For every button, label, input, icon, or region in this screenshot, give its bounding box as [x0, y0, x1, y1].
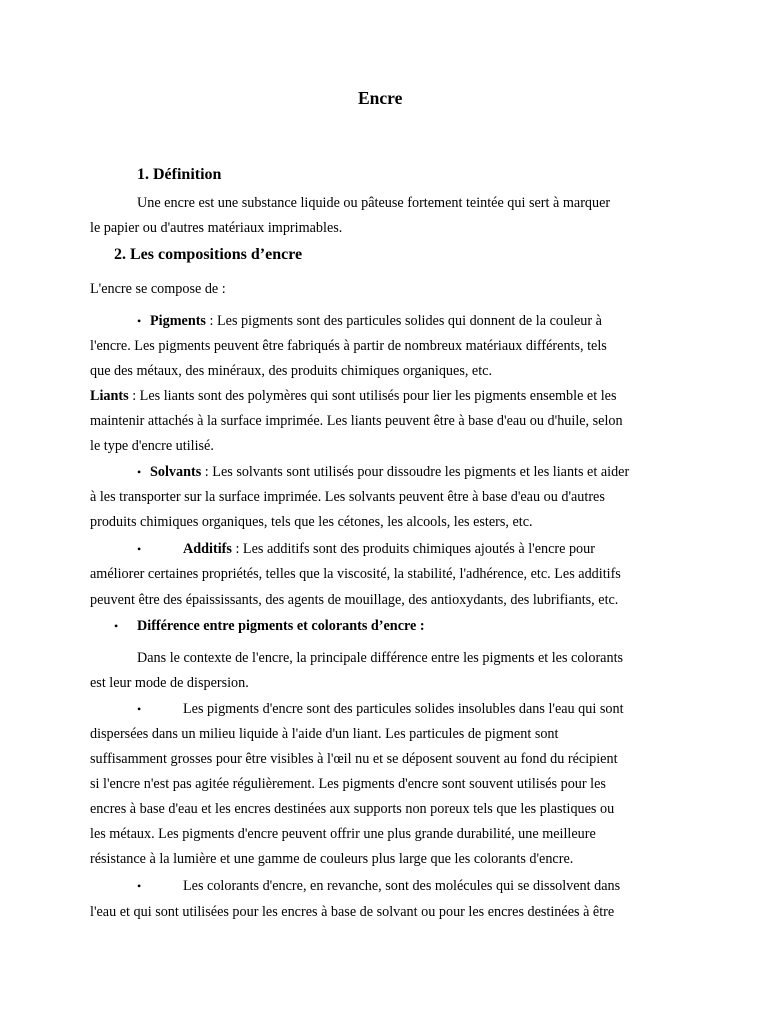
term-label: Pigments [150, 313, 206, 329]
paragraph-line: améliorer certaines propriétés, telles que la viscosité, la stabilité, l'adhérence, etc. Les additifs [90, 566, 621, 582]
list-item-liants [90, 388, 616, 404]
paragraph-line: à les transporter sur la surface imprimée. Les solvants peuvent être à base d'eau ou d'autres [90, 489, 605, 505]
list-item-additifs [183, 541, 595, 557]
paragraph-line: l'encre. Les pigments peuvent être fabriqués à partir de nombreux matériaux différents, tels [90, 338, 607, 354]
bullet-dot: • [114, 619, 119, 633]
term-text: : Les liants sont des polymères qui sont utilisés pour lier les pigments ensemble et les [128, 388, 617, 404]
bullet-dot: • [137, 314, 142, 328]
bullet-dot: • [137, 702, 142, 716]
paragraph-line: résistance à la lumière et une gamme de couleurs plus large que les colorants d'encre. [90, 851, 574, 867]
paragraph-line: Les colorants d'encre, en revanche, sont des molécules qui se dissolvent dans [183, 878, 621, 894]
paragraph-line: maintenir attachés à la surface imprimée. Les liants peuvent être à base d'eau ou d'huile, selon [90, 413, 623, 429]
difference-heading: Différence entre pigments et colorants d’encre : [137, 618, 425, 634]
section-1-heading: 1. Définition [137, 166, 222, 183]
paragraph-line: Une encre est une substance liquide ou pâteuse fortement teintée qui sert à marquer [137, 195, 611, 211]
paragraph-line: suffisamment grosses pour être visibles à l'œil nu et se déposent souvent au fond du récipient [90, 751, 618, 767]
paragraph-line: encres à base d'eau et les encres destinées aux supports non poreux tels que les plastiques ou [90, 801, 615, 817]
paragraph-line: le papier ou d'autres matériaux imprimables. [90, 220, 343, 236]
paragraph-line: peuvent être des épaississants, des agents de mouillage, des antioxydants, des lubrifiants, etc. [90, 592, 619, 608]
list-item-solvants [150, 464, 629, 480]
paragraph-line: le type d'encre utilisé. [90, 438, 214, 454]
list-item-pigments [150, 313, 602, 329]
paragraph-line: L'encre se compose de : [90, 281, 226, 297]
paragraph-line: est leur mode de dispersion. [90, 675, 249, 691]
bullet-dot: • [137, 542, 142, 556]
term-label: Solvants [150, 464, 202, 480]
term-text: : Les pigments sont des particules solides qui donnent de la couleur à [205, 313, 602, 329]
paragraph-line: produits chimiques organiques, tels que les cétones, les alcools, les esters, etc. [90, 514, 533, 530]
page-title: Encre [358, 88, 403, 108]
term-label: Additifs [183, 541, 232, 557]
paragraph-line: Dans le contexte de l'encre, la principale différence entre les pigments et les colorants [137, 650, 624, 666]
paragraph-line: l'eau et qui sont utilisées pour les encres à base de solvant ou pour les encres destinées à être [90, 904, 615, 920]
section-2-heading: 2. Les compositions d’encre [114, 246, 303, 263]
paragraph-line: les métaux. Les pigments d'encre peuvent offrir une plus grande durabilité, une meilleure [90, 826, 596, 842]
paragraph-line: que des métaux, des minéraux, des produits chimiques organiques, etc. [90, 363, 493, 379]
term-text: : Les additifs sont des produits chimiques ajoutés à l'encre pour [231, 541, 595, 557]
bullet-dot: • [137, 879, 142, 893]
paragraph-line: dispersées dans un milieu liquide à l'aide d'un liant. Les particules de pigment sont [90, 726, 559, 742]
term-label: Liants [90, 388, 129, 404]
term-text: : Les solvants sont utilisés pour dissoudre les pigments et les liants et aider [201, 464, 630, 480]
paragraph-line: Les pigments d'encre sont des particules solides insolubles dans l'eau qui sont [183, 701, 624, 717]
paragraph-line: si l'encre n'est pas agitée régulièrement. Les pigments d'encre sont souvent utilisés pour les [90, 776, 606, 792]
bullet-dot: • [137, 465, 142, 479]
